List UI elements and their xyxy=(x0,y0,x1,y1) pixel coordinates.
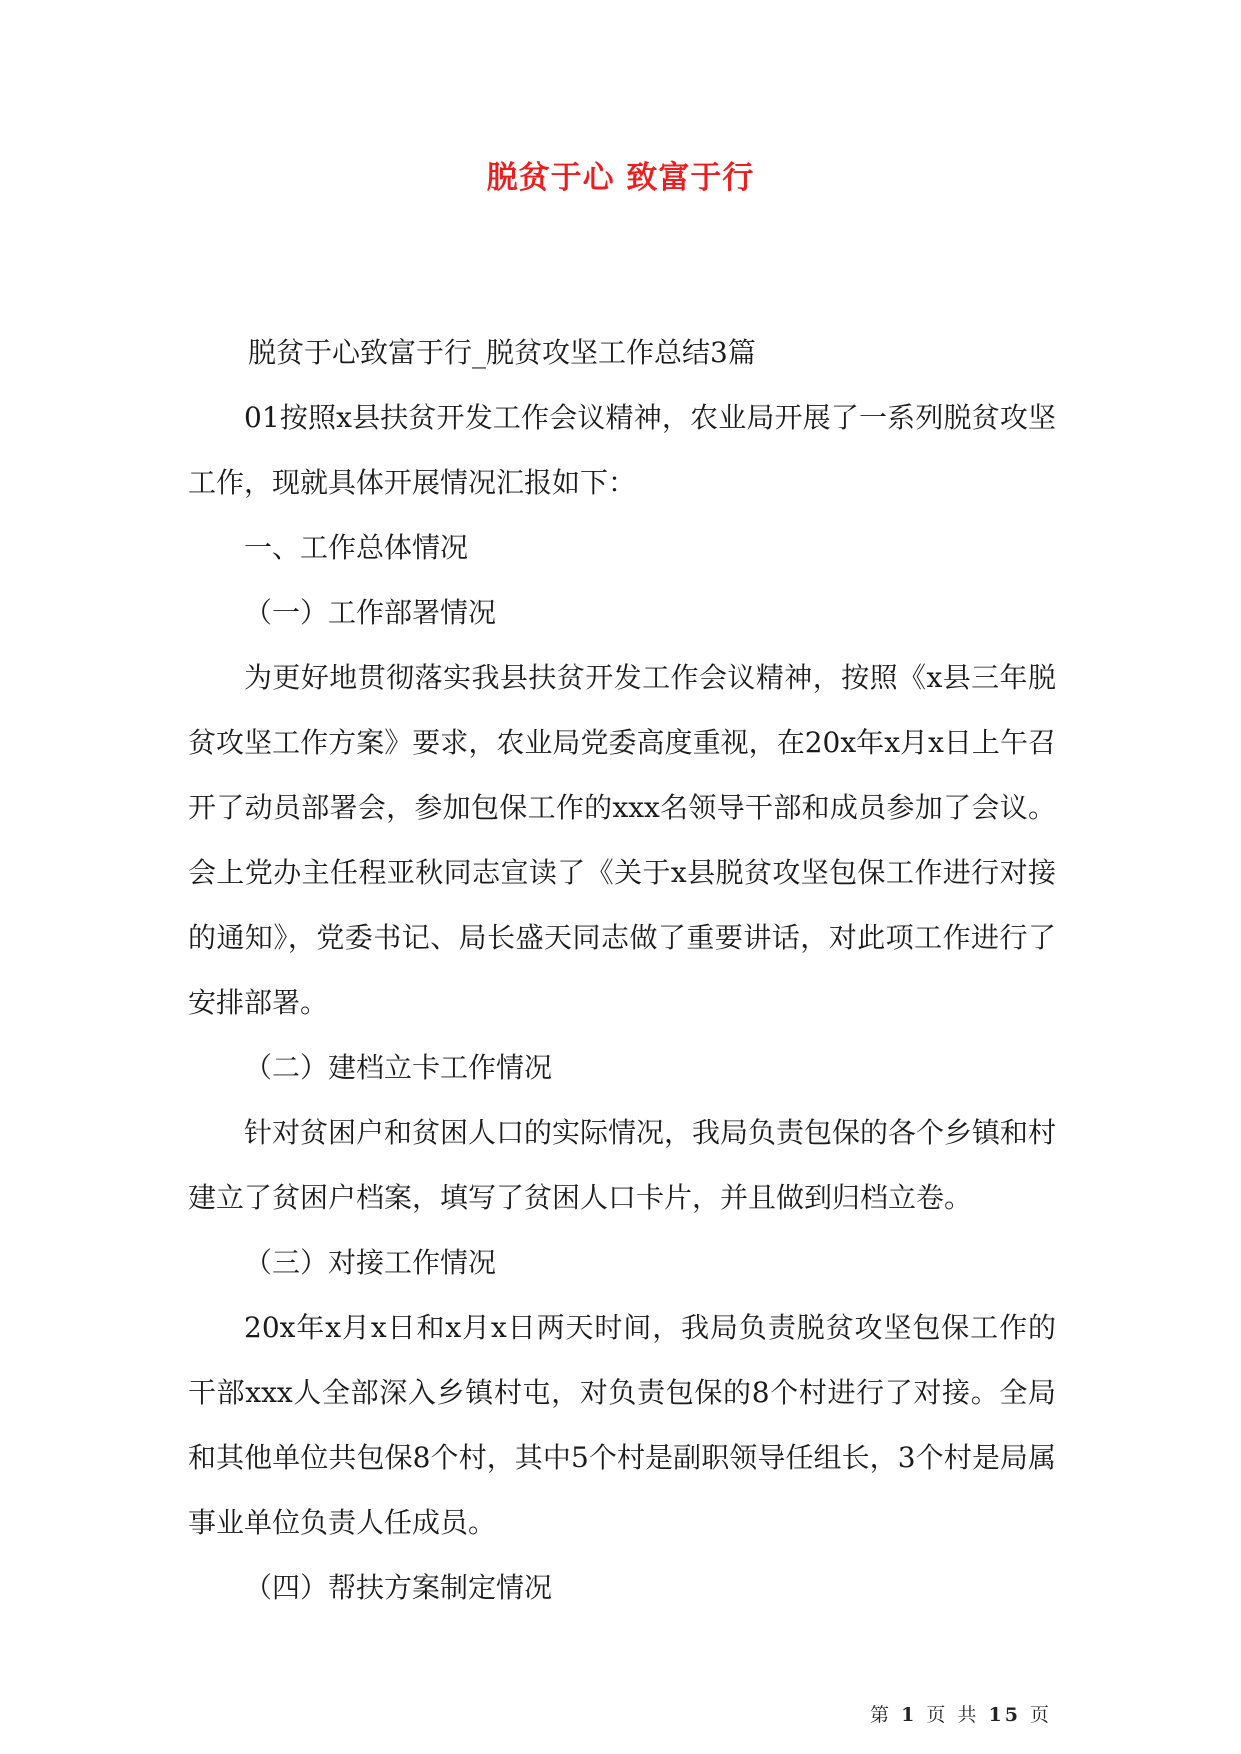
current-page-number: 1 xyxy=(901,1704,918,1726)
subsection-heading-plan: （四）帮扶方案制定情况 xyxy=(244,1571,553,1604)
total-page-number: 15 xyxy=(988,1704,1021,1726)
subsection-heading-deployment: （一）工作部署情况 xyxy=(244,596,497,629)
section-heading-overall: 一、工作总体情况 xyxy=(244,531,469,564)
intro-paragraph: 01按照x县扶贫开发工作会议精神，农业局开展了一系列脱贫攻坚工作，现就具体开展情况汇报如下： xyxy=(188,401,1056,499)
deployment-paragraph: 为更好地贯彻落实我县扶贫开发工作会议精神，按照《x县三年脱贫攻坚工作方案》要求，农业局党委高度重视，在20x年x月x日上午召开了动员部署会，参加包保工作的xxx名领导干部和成员参加了会议。会上党办主任程亚秋同志宣读了《关于x县脱贫攻坚包保工作进行对接的通知》，党委书记、局长盛天同志做了重要讲话，对此项工作进行了安排部署。 xyxy=(188,661,1056,1019)
subtitle-paragraph: 脱贫于心致富于行_脱贫攻坚工作总结3篇 xyxy=(248,336,756,369)
page-number-footer xyxy=(0,1700,1052,1727)
filing-paragraph: 针对贫困户和贫困人口的实际情况，我局负责包保的各个乡镇和村建立了贫困户档案，填写了贫困人口卡片，并且做到归档立卷。 xyxy=(188,1116,1057,1214)
docking-paragraph: 20x年x月x日和x月x日两天时间，我局负责脱贫攻坚包保工作的干部xxx人全部深入乡镇村屯，对负责包保的8个村进行了对接。全局和其他单位共包保8个村，其中5个村是副职领导任组长，3个村是局属事业单位负责人任成员。 xyxy=(188,1311,1056,1539)
subsection-heading-docking: （三）对接工作情况 xyxy=(244,1246,497,1279)
subsection-heading-filing: （二）建档立卡工作情况 xyxy=(244,1051,553,1084)
footer-suffix: 页 xyxy=(1029,1704,1052,1726)
document-title: 脱贫于心 致富于行 xyxy=(486,160,755,196)
footer-prefix: 第 xyxy=(870,1704,893,1726)
footer-middle: 页 共 xyxy=(926,1704,980,1726)
document-body xyxy=(188,320,1056,1620)
